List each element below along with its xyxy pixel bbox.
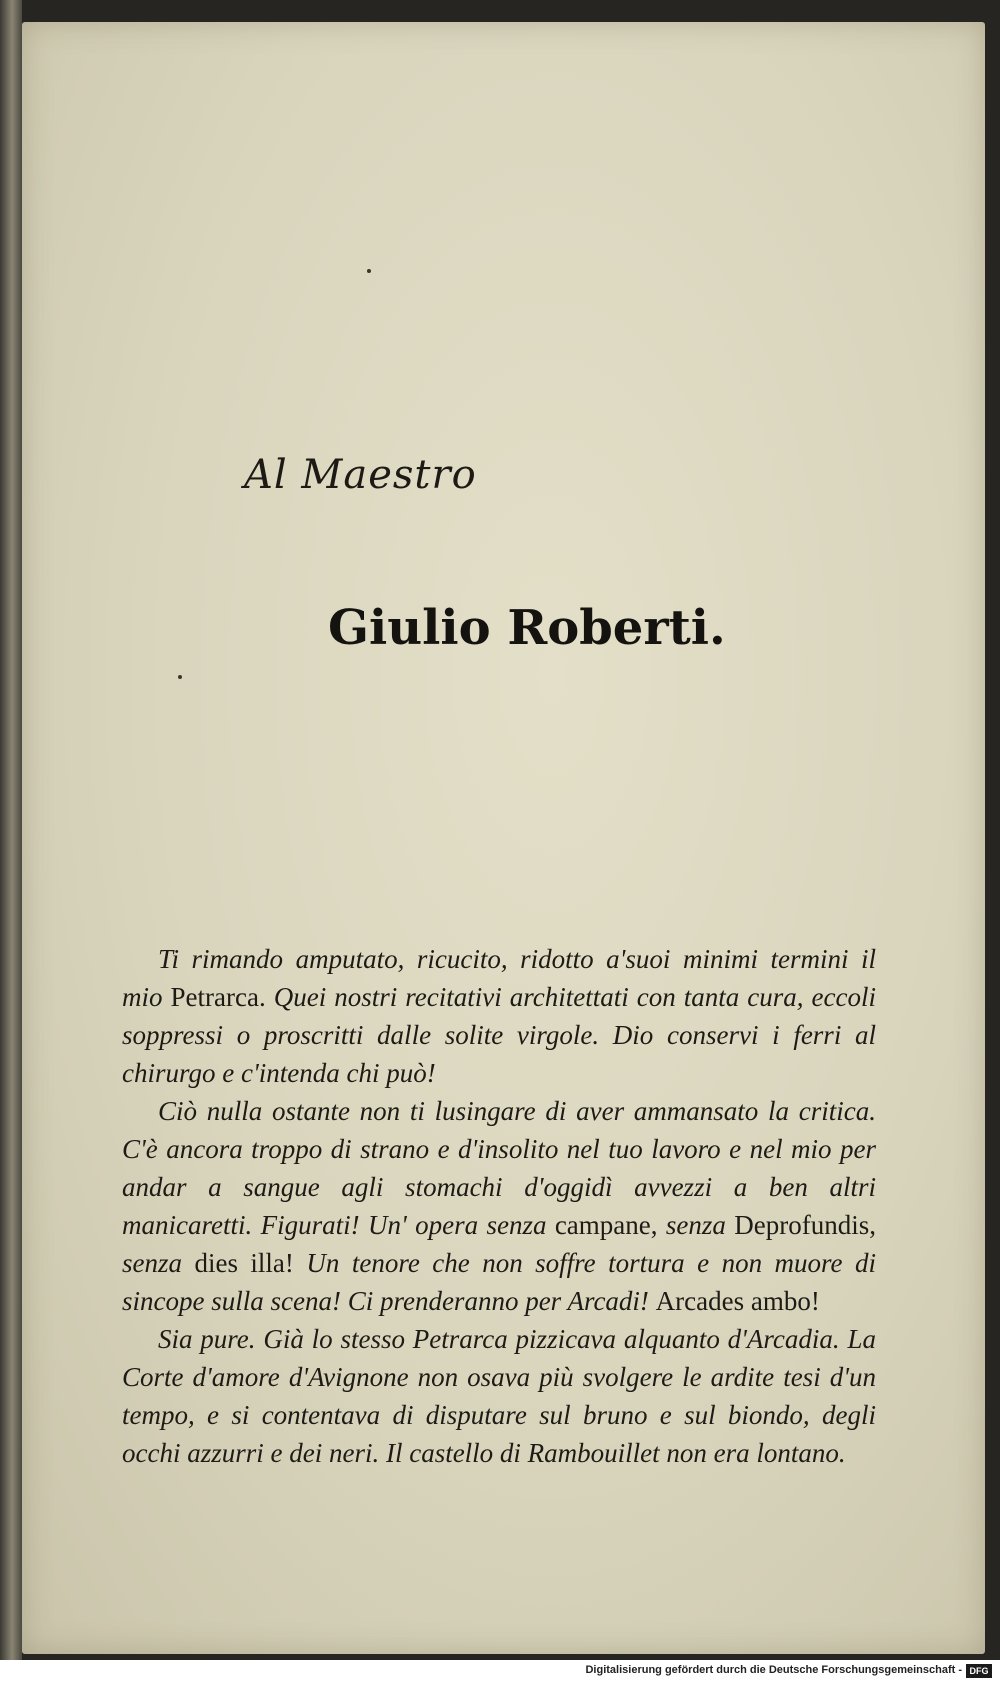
dedicatee-name: Giulio Roberti. bbox=[328, 600, 726, 656]
paragraph-1 bbox=[122, 940, 876, 1092]
letter-body bbox=[122, 940, 876, 1472]
text-run: dies illa! bbox=[194, 1248, 294, 1278]
text-run: Quei nostri recitativi architettati con tanta cura, eccoli soppressi o proscritti dalle solite virgole. Dio conservi i ferri al chirurgo e c'intenda chi può! bbox=[122, 982, 877, 1088]
text-run: Arcades ambo! bbox=[655, 1286, 820, 1316]
ink-speck bbox=[367, 269, 371, 273]
bleed-through-texture bbox=[122, 152, 882, 852]
text-run: Sia pure. Già lo stesso Petrarca pizzicava alquanto d'Arcadia. La Corte d'amore d'Avignone non osava più svolgere le ardite tesi d'un tempo, e si contentava di disputare sul bruno e sul biondo, degli occhi azzurri e dei neri. Il castello di Rambouillet non era lontano. bbox=[122, 1324, 876, 1468]
book-spine bbox=[0, 0, 22, 1660]
text-run: campane, bbox=[554, 1210, 658, 1240]
paragraph-3 bbox=[122, 1320, 876, 1472]
text-run: Ti rimando amputato, ricucito, ridotto a'suoi minimi termini il mio bbox=[122, 944, 876, 1012]
text-run: Ciò nulla ostante non ti lusingare di aver ammansato la critica. C'è ancora troppo di strano e d'insolito nel tuo lavoro e nel mio per andar a sangue agli stomachi d'oggidì avvezzi a ben altri manicaretti. Figurati! Un' opera senza bbox=[122, 1096, 876, 1240]
dfg-logo: DFG bbox=[966, 1664, 992, 1678]
text-run: Deprofundis, bbox=[734, 1210, 876, 1240]
digitization-credit: Digitalisierung gefördert durch die Deutsche Forschungsgemeinschaft - bbox=[585, 1664, 962, 1676]
footer-bar bbox=[0, 1660, 1000, 1685]
text-run: Petrarca. bbox=[170, 982, 266, 1012]
text-run: senza bbox=[122, 1248, 195, 1278]
book-page bbox=[22, 22, 985, 1654]
dedication-heading: Al Maestro bbox=[244, 452, 477, 498]
text-run: senza bbox=[657, 1210, 735, 1240]
text-run: Un tenore che non soffre tortura e non muore di sincope sulla scena! Ci prenderanno per Arcadi! bbox=[122, 1248, 876, 1316]
ink-speck bbox=[178, 675, 182, 679]
paragraph-2 bbox=[122, 1092, 876, 1320]
